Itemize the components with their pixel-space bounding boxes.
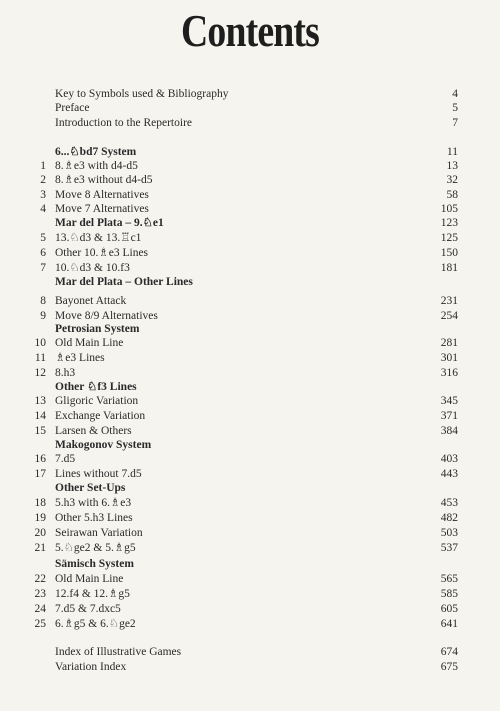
- chapter-number: 8: [40, 295, 46, 307]
- page-number: 105: [440, 203, 458, 215]
- entry-title: 7.d5: [55, 453, 76, 465]
- page-number: 503: [440, 527, 458, 539]
- entry-title: Exchange Variation: [55, 410, 146, 422]
- page-number: 281: [440, 337, 458, 349]
- toc-entry: [0, 394, 500, 408]
- entry-title: 8.♗e3 with d4-d5: [55, 160, 138, 172]
- chapter-number: 21: [34, 542, 46, 554]
- entry-title: 7.d5 & 7.dxc5: [55, 603, 121, 615]
- entry-title: 8.♗e3 without d4-d5: [55, 174, 153, 186]
- page-number: 181: [440, 262, 458, 274]
- entry-title: 5.♘ge2 & 5.♗g5: [55, 542, 136, 554]
- entry-title: Other 5.h3 Lines: [55, 512, 133, 524]
- entry-title: Mar del Plata – 9.♘e1: [55, 217, 164, 229]
- chapter-number: 16: [34, 453, 46, 465]
- toc-entry: [0, 351, 500, 365]
- toc-entry: [0, 452, 500, 466]
- toc-entry: [0, 496, 500, 510]
- section-heading: [0, 481, 500, 495]
- page-number: 482: [440, 512, 458, 524]
- entry-title: 12.f4 & 12.♗g5: [55, 588, 130, 600]
- entry-title: ♗e3 Lines: [55, 352, 105, 364]
- entry-title: Larsen & Others: [55, 425, 132, 437]
- section-heading: [0, 322, 500, 336]
- chapter-number: 14: [34, 410, 46, 422]
- toc-entry: [0, 467, 500, 481]
- chapter-number: 9: [40, 310, 46, 322]
- entry-title: 5.h3 with 6.♗e3: [55, 497, 132, 509]
- page-number: 641: [440, 618, 458, 630]
- entry-title: Key to Symbols used & Bibliography: [55, 88, 229, 100]
- page-number: 316: [440, 367, 458, 379]
- toc-entry: [0, 159, 500, 173]
- entry-title: Mar del Plata – Other Lines: [55, 276, 193, 288]
- chapter-number: 13: [34, 395, 46, 407]
- chapter-number: 20: [34, 527, 46, 539]
- entry-title: 13.♘d3 & 13.♖c1: [55, 232, 142, 244]
- page-number: 13: [446, 160, 458, 172]
- page-number: 384: [440, 425, 458, 437]
- page-number: 674: [440, 646, 458, 658]
- entry-title: Variation Index: [55, 661, 127, 673]
- toc-entry: [0, 424, 500, 438]
- chapter-number: 17: [34, 468, 46, 480]
- section-heading: [0, 438, 500, 452]
- page-number: 254: [440, 310, 458, 322]
- toc-entry: [0, 409, 500, 423]
- entry-title: Move 8 Alternatives: [55, 189, 149, 201]
- entry-title: Other Set-Ups: [55, 482, 126, 494]
- entry-title: 6...♘bd7 System: [55, 146, 137, 158]
- page-number: 301: [440, 352, 458, 364]
- entry-title: Preface: [55, 102, 90, 114]
- chapter-number: 18: [34, 497, 46, 509]
- page-number: 4: [452, 88, 458, 100]
- page-number: 453: [440, 497, 458, 509]
- entry-title: Index of Illustrative Games: [55, 646, 182, 658]
- toc-entry: [0, 188, 500, 202]
- page-number: 585: [440, 588, 458, 600]
- entry-title: 10.♘d3 & 10.f3: [55, 262, 130, 274]
- toc-entry: [0, 511, 500, 525]
- entry-title: Bayonet Attack: [55, 295, 127, 307]
- chapter-number: 2: [40, 174, 46, 186]
- chapter-number: 24: [34, 603, 46, 615]
- section-heading: [0, 145, 500, 159]
- chapter-number: 15: [34, 425, 46, 437]
- page-number: 371: [440, 410, 458, 422]
- entry-title: Makogonov System: [55, 439, 152, 451]
- toc-entry: [0, 202, 500, 216]
- page-number: 605: [440, 603, 458, 615]
- chapter-number: 4: [40, 203, 46, 215]
- chapter-number: 7: [40, 262, 46, 274]
- toc-entry: [0, 173, 500, 187]
- page-number: 7: [452, 117, 458, 129]
- page-number: 5: [452, 102, 458, 114]
- entry-title: Seirawan Variation: [55, 527, 143, 539]
- section-heading: [0, 557, 500, 571]
- toc-entry: [0, 572, 500, 586]
- toc-entry: [0, 309, 500, 323]
- toc-entry: [0, 660, 500, 674]
- page-number: 443: [440, 468, 458, 480]
- page-number: 123: [440, 217, 458, 229]
- page-number: 565: [440, 573, 458, 585]
- chapter-number: 23: [34, 588, 46, 600]
- toc-entry: [0, 116, 500, 130]
- entry-title: Old Main Line: [55, 337, 124, 349]
- entry-title: Other 10.♗e3 Lines: [55, 247, 149, 259]
- toc-entry: [0, 366, 500, 380]
- section-heading: [0, 380, 500, 394]
- toc-entry: [0, 87, 500, 101]
- page-number: 150: [440, 247, 458, 259]
- toc-entry: [0, 587, 500, 601]
- section-heading: [0, 275, 500, 289]
- page-number: 125: [440, 232, 458, 244]
- page-number: 675: [440, 661, 458, 673]
- toc-entry: [0, 541, 500, 555]
- entry-title: Lines without 7.d5: [55, 468, 142, 480]
- page-number: 345: [440, 395, 458, 407]
- chapter-number: 1: [40, 160, 46, 172]
- chapter-number: 12: [34, 367, 46, 379]
- toc-entry: [0, 101, 500, 115]
- toc-entry: [0, 261, 500, 275]
- chapter-number: 11: [34, 352, 46, 364]
- toc-entry: [0, 246, 500, 260]
- entry-title: Move 8/9 Alternatives: [55, 310, 158, 322]
- chapter-number: 25: [34, 618, 46, 630]
- page-title: Contents: [180, 5, 320, 56]
- toc-entry: [0, 294, 500, 308]
- chapter-number: 5: [40, 232, 46, 244]
- page-number: 11: [446, 146, 458, 158]
- chapter-number: 6: [40, 247, 46, 259]
- page-number: 231: [440, 295, 458, 307]
- toc-entry: [0, 645, 500, 659]
- page-number: 403: [440, 453, 458, 465]
- page-number: 58: [446, 189, 458, 201]
- entry-title: Gligoric Variation: [55, 395, 139, 407]
- chapter-number: 19: [34, 512, 46, 524]
- page-number: 537: [440, 542, 458, 554]
- page-number: 32: [446, 174, 458, 186]
- chapter-number: 22: [34, 573, 46, 585]
- toc-entry: [0, 617, 500, 631]
- toc-entry: [0, 602, 500, 616]
- entry-title: Move 7 Alternatives: [55, 203, 149, 215]
- chapter-number: 10: [34, 337, 46, 349]
- entry-title: Old Main Line: [55, 573, 124, 585]
- entry-title: 8.h3: [55, 367, 76, 379]
- toc-entry: [0, 336, 500, 350]
- entry-title: 6.♗g5 & 6.♘ge2: [55, 618, 136, 630]
- entry-title: Petrosian System: [55, 323, 140, 335]
- entry-title: Sämisch System: [55, 558, 134, 570]
- entry-title: Other ♘f3 Lines: [55, 381, 137, 393]
- toc-entry: [0, 231, 500, 245]
- chapter-number: 3: [40, 189, 46, 201]
- section-heading: [0, 216, 500, 230]
- entry-title: Introduction to the Repertoire: [55, 117, 193, 129]
- toc-entry: [0, 526, 500, 540]
